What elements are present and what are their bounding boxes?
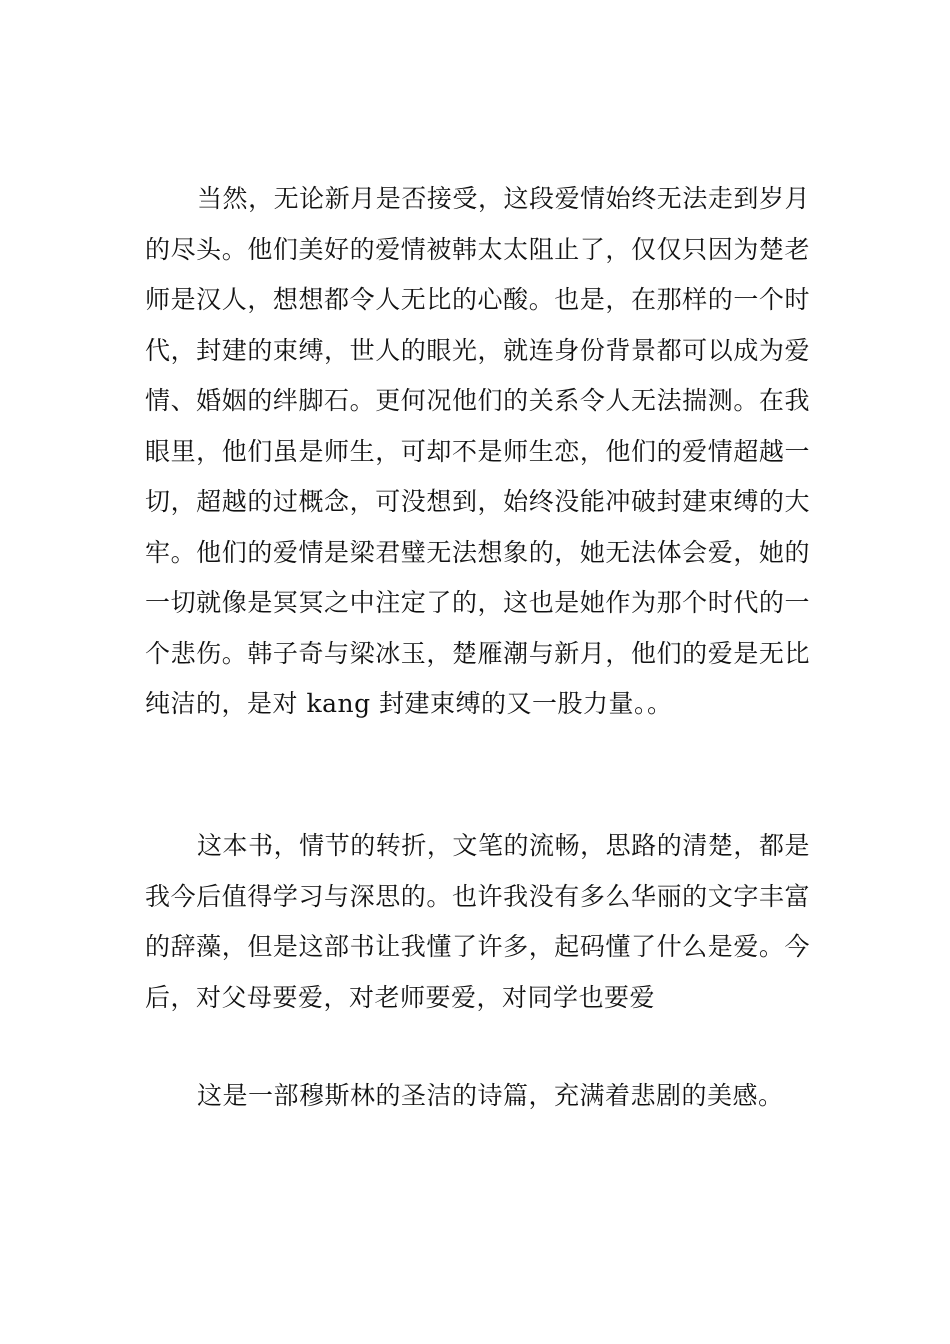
body-paragraph-1: 当然，无论新月是否接受，这段爱情始终无法走到岁月的尽头。他们美好的爱情被韩太太阻止了，仅仅只因为楚老师是汉人，想想都令人无比的心酸。也是，在那样的一个时代，封建的束缚，世人的眼光，就连身份背景都可以成为爱情、婚姻的绊脚石。更何况他们的关系令人无法揣测。在我眼里，他们虽是师生，可却不是师生恋，他们的爱情超越一切，超越的过概念，可没想到，始终没能冲破封建束缚的大牢。他们的爱情是梁君璧无法想象的，她无法体会爱，她的一切就像是冥冥之中注定了的，这也是她作为那个时代的一个悲伤。韩子奇与梁冰玉，楚雁潮与新月，他们的爱是无比纯洁的，是对 kang 封建束缚的又一股力量。。: [145, 184, 810, 718]
body-paragraph-3: 这是一部穆斯林的圣洁的诗篇，充满着悲剧的美感。: [197, 1081, 784, 1110]
body-paragraph-2: 这本书，情节的转折，文笔的流畅，思路的清楚，都是我今后值得学习与深思的。也许我没有多么华丽的文字丰富的辞藻，但是这部书让我懂了许多，起码懂了什么是爱。今后，对父母要爱，对老师要爱，对同学也要爱: [145, 831, 810, 1012]
